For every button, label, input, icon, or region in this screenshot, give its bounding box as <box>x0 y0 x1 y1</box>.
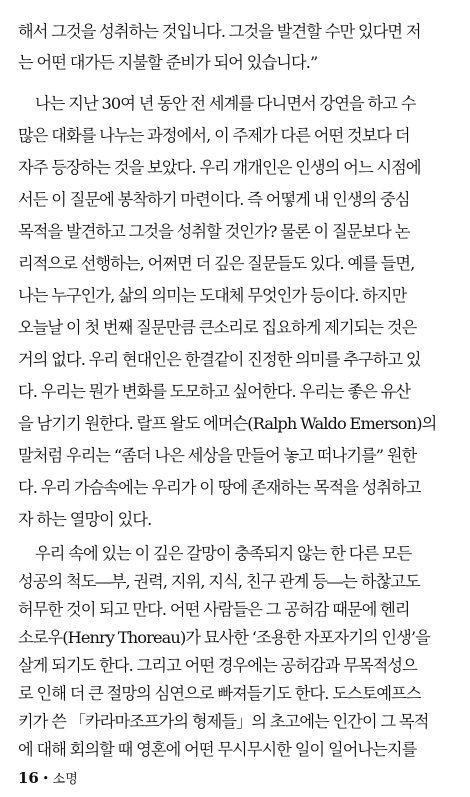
text-line: 소로우(Henry Thoreau)가 묘사한 ‘조용한 자포자기의 인생’을 <box>18 628 430 647</box>
page-number: 16 <box>18 769 39 787</box>
text-line: 거의 없다. 우리 현대인은 한결같이 진정한 의미를 추구하고 있 <box>18 350 421 369</box>
text-line: 나는 누구인가, 삶의 의미는 도대체 무엇인가 등이다. 하지만 <box>18 286 407 305</box>
text-line: 서든 이 질문에 봉착하기 마련이다. 즉 어떻게 내 인생의 중심 <box>18 190 410 209</box>
text-line: 많은 대화를 나누는 과정에서, 이 주제가 다른 어떤 것보다 더 <box>18 126 410 145</box>
text-line: 는 어떤 대가든 지불할 준비가 되어 있습니다.” <box>18 53 318 72</box>
text-line: 키가 쓴 「카라마조프가의 형제들」의 초고에는 인간이 그 목적 <box>18 712 429 731</box>
text-line: 다. 우리 가슴속에는 우리가 이 땅에 존재하는 목적을 성취하고 <box>18 478 421 497</box>
text-line: 에 대해 회의할 때 영혼에 어떤 무시무시한 일이 일어나는지를 <box>18 740 417 759</box>
section-name: 소명 <box>52 772 78 787</box>
page-folio <box>18 768 78 788</box>
folio-separator: • <box>42 774 49 784</box>
text-line: 목적을 발견하고 그것을 성취할 것인가? 물론 이 질문보다 논 <box>18 222 410 241</box>
text-line: 자주 등장하는 것을 보았다. 우리 개개인은 인생의 어느 시점에 <box>18 158 421 177</box>
text-line: 리적으로 선행하는, 어쩌면 더 깊은 질문들도 있다. 예를 들면, <box>18 254 415 273</box>
text-line: 자 하는 열망이 있다. <box>18 510 152 529</box>
text-line: 허무한 것이 되고 만다. 어떤 사람들은 그 공허감 때문에 헨리 <box>18 600 410 619</box>
text-line: 로 인해 더 큰 절망의 심연으로 빠져들기도 한다. 도스토예프스 <box>18 684 421 703</box>
text-line: 을 남기기 원한다. 랄프 왈도 에머슨(Ralph Waldo Emerson)의 <box>18 414 437 433</box>
paragraph-start-line: 우리 속에 있는 이 깊은 갈망이 충족되지 않는 한 다른 모든 <box>35 544 412 563</box>
text-line: 오늘날 이 첫 번째 질문만큼 큰소리로 집요하게 제기되는 것은 <box>18 318 417 337</box>
paragraph-start-line: 나는 지난 30여 년 동안 전 세계를 다니면서 강연을 하고 수 <box>35 94 416 113</box>
text-line: 해서 그것을 성취하는 것입니다. 그것을 발견할 수만 있다면 저 <box>18 22 421 41</box>
text-line: 살게 되기도 한다. 그리고 어떤 경우에는 공허감과 무목적성으 <box>18 656 417 675</box>
text-line: 다. 우리는 뭔가 변화를 도모하고 싶어한다. 우리는 좋은 유산 <box>18 382 411 401</box>
text-line: 성공의 척도―부, 권력, 지위, 지식, 친구 관계 등―는 하찮고도 <box>18 572 420 591</box>
text-line: 말처럼 우리는 “좀더 나은 세상을 만들어 놓고 떠나기를” 원한 <box>18 446 417 465</box>
